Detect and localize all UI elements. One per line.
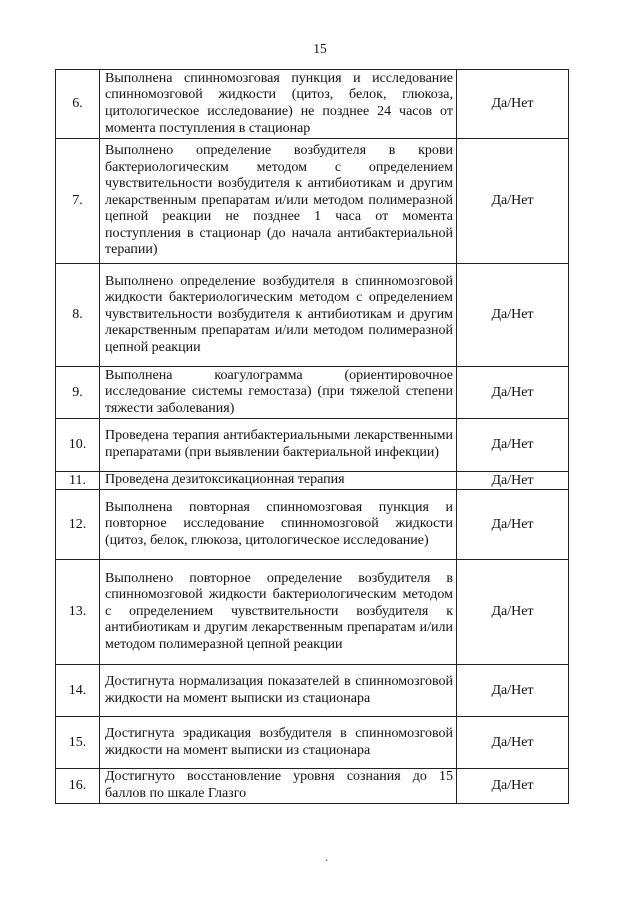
answer-cell: Да/Нет — [457, 264, 569, 367]
quality-criteria-table — [55, 69, 569, 804]
row-number: 8. — [56, 264, 100, 367]
row-number: 9. — [56, 367, 100, 419]
criterion-text: Выполнена коагулограмма (ориентировочное исследование системы гемостаза) (при тяжелой степени тяжести заболевания) — [100, 367, 457, 419]
row-number: 6. — [56, 70, 100, 139]
row-number: 10. — [56, 419, 100, 472]
answer-cell: Да/Нет — [457, 472, 569, 490]
table-row — [56, 367, 569, 419]
row-number: 14. — [56, 665, 100, 717]
footer-mark: . — [325, 850, 328, 864]
table-row — [56, 139, 569, 264]
table-row — [56, 560, 569, 665]
criterion-text: Выполнено повторное определение возбудителя в спинномозговой жидкости бактериологическим методом с определением чувствительности возбудителя к антибиотикам и другим лекарственным препаратам и/или методом полимеразной цепной реакции — [100, 560, 457, 665]
row-number: 15. — [56, 717, 100, 769]
row-number: 11. — [56, 472, 100, 490]
criterion-text: Выполнено определение возбудителя в крови бактериологическим методом с определением чувствительности возбудителя к антибиотикам и другим лекарственным препаратам и/или методом полимеразной цепной реакции не позднее 1 часа от момента поступления в стационар (до начала антибактериальной терапии) — [100, 139, 457, 264]
row-number: 16. — [56, 769, 100, 804]
table-row — [56, 472, 569, 490]
table-row — [56, 70, 569, 139]
answer-cell: Да/Нет — [457, 367, 569, 419]
table-row — [56, 717, 569, 769]
answer-cell: Да/Нет — [457, 419, 569, 472]
page-number: 15 — [313, 41, 327, 56]
table-row — [56, 490, 569, 560]
answer-cell: Да/Нет — [457, 560, 569, 665]
table-row — [56, 769, 569, 804]
table-row — [56, 665, 569, 717]
table-row — [56, 264, 569, 367]
row-number: 12. — [56, 490, 100, 560]
criterion-text: Достигнута эрадикация возбудителя в спинномозговой жидкости на момент выписки из стационара — [100, 717, 457, 769]
criterion-text: Выполнена повторная спинномозговая пункция и повторное исследование спинномозговой жидкости (цитоз, белок, глюкоза, цитологическое исследование) — [100, 490, 457, 560]
criterion-text: Выполнено определение возбудителя в спинномозговой жидкости бактериологическим методом с определением чувствительности возбудителя к антибиотикам и другим лекарственным препаратам и/или методом полимеразной цепной реакции — [100, 264, 457, 367]
table-row — [56, 419, 569, 472]
row-number: 7. — [56, 139, 100, 264]
answer-cell: Да/Нет — [457, 665, 569, 717]
answer-cell: Да/Нет — [457, 70, 569, 139]
criterion-text: Проведена терапия антибактериальными лекарственными препаратами (при выявлении бактериальной инфекции) — [100, 419, 457, 472]
criterion-text: Проведена дезитоксикационная терапия — [100, 472, 457, 490]
criterion-text: Выполнена спинномозговая пункция и исследование спинномозговой жидкости (цитоз, белок, глюкоза, цитологическое исследование) не позднее 24 часов от момента поступления в стационар — [100, 70, 457, 139]
answer-cell: Да/Нет — [457, 769, 569, 804]
answer-cell: Да/Нет — [457, 139, 569, 264]
row-number: 13. — [56, 560, 100, 665]
criterion-text: Достигнута нормализация показателей в спинномозговой жидкости на момент выписки из стационара — [100, 665, 457, 717]
answer-cell: Да/Нет — [457, 717, 569, 769]
answer-cell: Да/Нет — [457, 490, 569, 560]
criterion-text: Достигнуто восстановление уровня сознания до 15 баллов по шкале Глазго — [100, 769, 457, 804]
